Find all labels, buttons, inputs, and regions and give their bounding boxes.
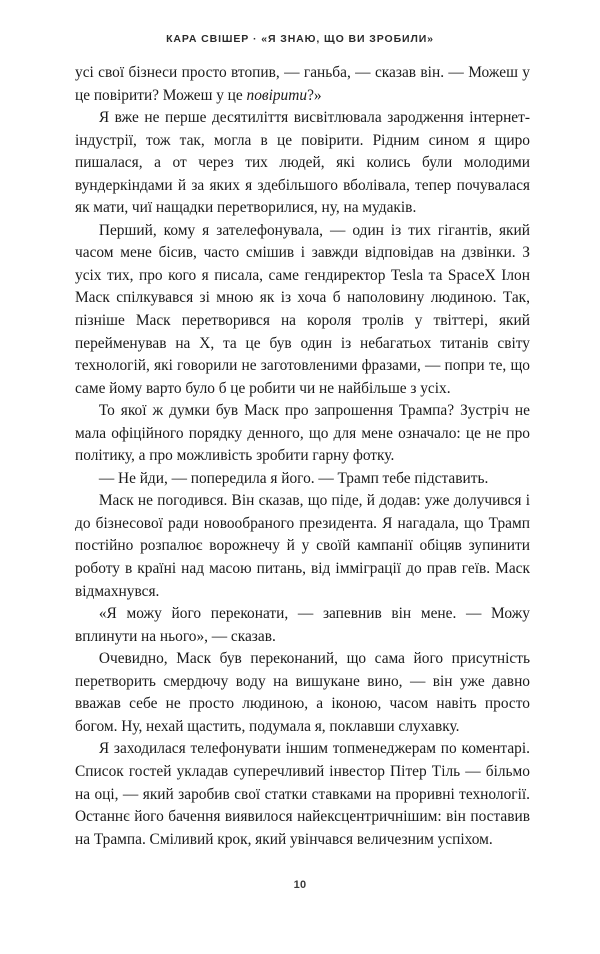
page-number (0, 879, 600, 891)
body-text-block (75, 62, 530, 851)
emphasized-word: повірити (246, 86, 308, 104)
running-header (0, 33, 600, 45)
paragraph: Я вже не перше десятиліття висвітлювала зародження інтернет-індустрії, тож так, могла в це повірити. Рідним сином я щиро пишалася, а от через тих людей, які колись були молодими вундеркіндами й за яких я здебільшого вболівала, тепер почувалася як мати, чиї нащадки перетворилися, ну, на мудаків. (75, 109, 530, 217)
paragraph: Перший, кому я зателефонувала, — один із тих гігантів, який часом мене бісив, часто смішив і завжди відповідав на дзвінки. З усіх тих, про кого я писала, саме гендиректор Tesla та SpaceX Ілон Маск спілкувався зі мною як із хоча б наполовину людиною. Так, пізніше Маск перетворився на короля тролів у твіттері, який перейменував на Х, та це був один із небагатьох титанів світу технологій, які говорили не заготовленими фразами, — попри те, що саме йому варто було б це робити чи не найбільше з усіх. (75, 221, 530, 397)
paragraph: То якої ж думки був Маск про запрошення Трампа? Зустріч не мала офіційного порядку денного, що для мене означало: це не про політику, а про можливість зробити гарну фотку. (75, 402, 530, 465)
paragraph: «Я можу його переконати, — запевнив він мене. — Можу вплинути на нього», — сказав. (75, 605, 530, 645)
running-header-text: КАРА СВІШЕР · «Я ЗНАЮ, ЩО ВИ ЗРОБИЛИ» (166, 33, 434, 45)
paragraph: — Не йди, — попередила я його. — Трамп тебе підставить. (98, 469, 489, 487)
paragraph: Очевидно, Маск був переконаний, що сама його присутність перетворить смердючу воду на вишукане вино, — він уже давно вважав себе не просто людиною, а іконою, часом навіть просто богом. Ну, нехай щастить, подумала я, поклавши слухавку. (75, 650, 530, 735)
paragraph: усі свої бізнеси просто втопив, — ганьба, — сказав він. — Можеш у це повірити? Можеш у це повірити?» (75, 64, 530, 104)
paragraph: Маск не погодився. Він сказав, що піде, й додав: уже долучився і до бізнесової ради новообраного президента. Я нагадала, що Трамп постійно розпалює ворожнечу й у своїй кампанії обіцяв зупинити роботу в країні над масою питань, від імміграції до прав геїв. Маск відмахнувся. (75, 492, 530, 600)
page-number-text: 10 (293, 879, 307, 891)
paragraph: Я заходилася телефонувати іншим топменеджерам по коментарі. Список гостей укладав суперечливий інвестор Пітер Тіль — більмо на оці, — який заробив свої статки ставками на проривні технології. Останнє його бачення виявилося найексцентричнішим: він поставив на Трампа. Сміливий крок, який увінчався величезним успіхом. (75, 740, 530, 848)
